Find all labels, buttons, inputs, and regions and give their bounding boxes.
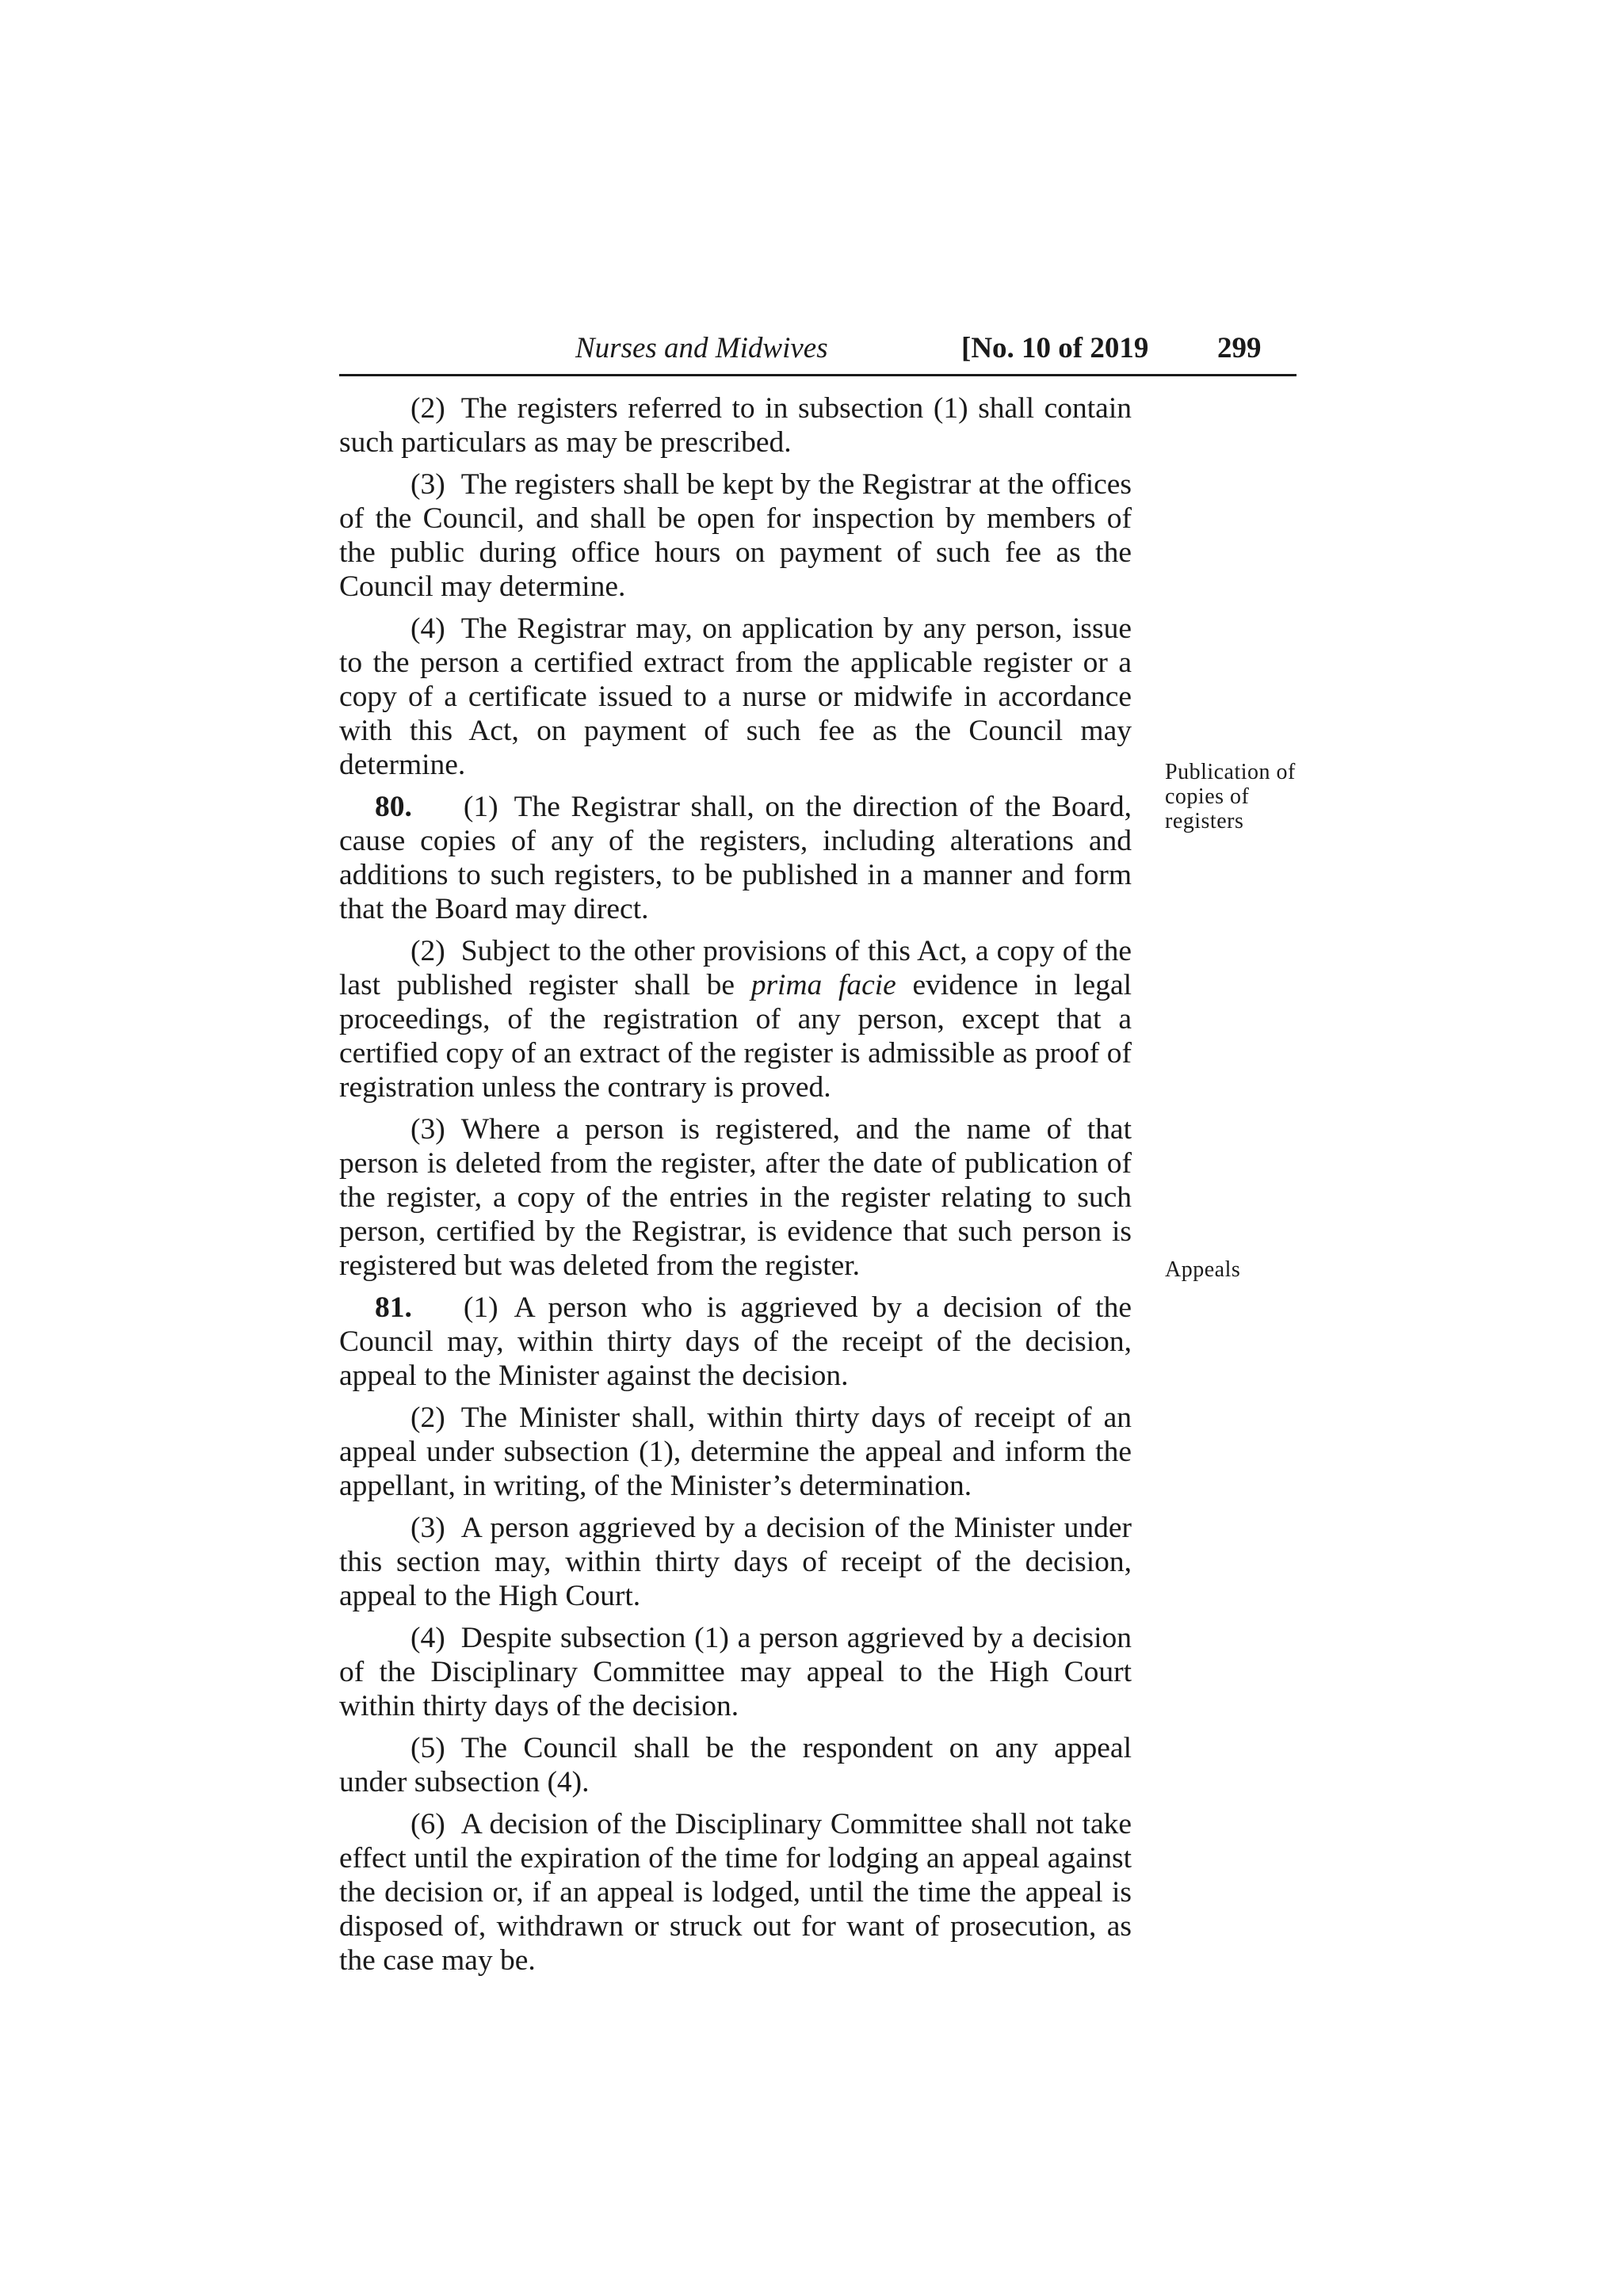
subsection-number: (5) [411, 1732, 445, 1764]
subsection-number: (1) [463, 791, 498, 823]
paragraph-80-2 [339, 934, 1132, 1104]
subsection-number: (2) [411, 935, 445, 967]
subsection-number: (1) [463, 1291, 498, 1324]
paragraph-text: The registers shall be kept by the Registrar at the offices of the Council, and shall be open for inspection by members of the public during office hours on payment of such fee as the Council may determine. [339, 468, 1132, 603]
subsection-number: (2) [411, 392, 445, 425]
section-number: 80. [375, 791, 412, 823]
paragraph-text: Where a person is registered, and the name of that person is deleted from the register, after the date of publication of the register, a copy of the entries in the register relating to such person, certified by the Registrar, is evidence that such person is registered but was deleted from the register. [339, 1113, 1132, 1282]
section-number: 81. [375, 1291, 412, 1324]
paragraph-text: A person who is aggrieved by a decision of the Council may, within thirty days of the receipt of the decision, appeal to the Minister against the decision. [339, 1291, 1132, 1392]
paragraph-text: The Registrar shall, on the direction of the Board, cause copies of any of the registers, including alterations and additions to such registers, to be published in a manner and form that the Board may direct. [339, 791, 1132, 925]
paragraph-text: The Minister shall, within thirty days of receipt of an appeal under subsection (1), determine the appeal and inform the appellant, in writing, of the Minister’s determination. [339, 1402, 1132, 1502]
paragraph-80-1 [339, 790, 1132, 926]
act-title: Nurses and Midwives [575, 332, 828, 364]
subsection-number: (6) [411, 1808, 445, 1840]
paragraph-79-4 [339, 612, 1132, 782]
margin-note-section-80: Publication of copies of registers [1165, 760, 1296, 833]
subsection-number: (3) [411, 1113, 445, 1146]
paragraph-81-5 [339, 1731, 1132, 1799]
paragraph-81-4 [339, 1621, 1132, 1723]
paragraph-text: Despite subsection (1) a person aggrieved by a decision of the Disciplinary Committee may appeal to the High Court within thirty days of the decision. [339, 1622, 1132, 1722]
paragraph-81-6 [339, 1807, 1132, 1978]
subsection-number: (2) [411, 1402, 445, 1434]
body-text [339, 391, 1132, 1985]
paragraph-81-2 [339, 1401, 1132, 1503]
subsection-number: (3) [411, 468, 445, 501]
paragraph-text: The Registrar may, on application by any person, issue to the person a certified extract from the applicable register or a copy of a certificate issued to a nurse or midwife in accordance with this Act, on payment of such fee as the Council may determine. [339, 612, 1132, 781]
paragraph-text: The Council shall be the respondent on any appeal under subsection (4). [339, 1732, 1132, 1798]
paragraph-79-3 [339, 467, 1132, 604]
paragraph-text: The registers referred to in subsection (1) shall contain such particulars as may be prescribed. [339, 392, 1132, 459]
paragraph-text: A decision of the Disciplinary Committee shall not take effect until the expiration of the time for lodging an appeal against the decision or, if an appeal is lodged, until the time the appeal is disposed of, withdrawn or struck out for want of prosecution, as the case may be. [339, 1808, 1132, 1977]
paragraph-81-1 [339, 1291, 1132, 1393]
act-number: [No. 10 of 2019 [961, 332, 1149, 364]
paragraph-text-before: Subject to the other provisions of this Act, a copy of the last published register shall be [339, 935, 1132, 1001]
paragraph-80-3 [339, 1112, 1132, 1283]
paragraph-79-2 [339, 391, 1132, 460]
paragraph-81-3 [339, 1511, 1132, 1613]
margin-note-section-81: Appeals [1165, 1257, 1241, 1282]
paragraph-text: A person aggrieved by a decision of the Minister under this section may, within thirty days of receipt of the decision, appeal to the High Court. [339, 1512, 1132, 1612]
paragraph-italic-term: prima facie [750, 969, 896, 1001]
running-header [339, 326, 1296, 376]
page-number: 299 [1217, 332, 1262, 364]
paragraph-text-after: evidence in legal proceedings, of the registration of any person, except that a certified copy of an extract of the register is admissible as proof of registration unless the contrary is proved. [339, 969, 1132, 1104]
subsection-number: (3) [411, 1512, 445, 1544]
subsection-number: (4) [411, 1622, 445, 1654]
subsection-number: (4) [411, 612, 445, 645]
